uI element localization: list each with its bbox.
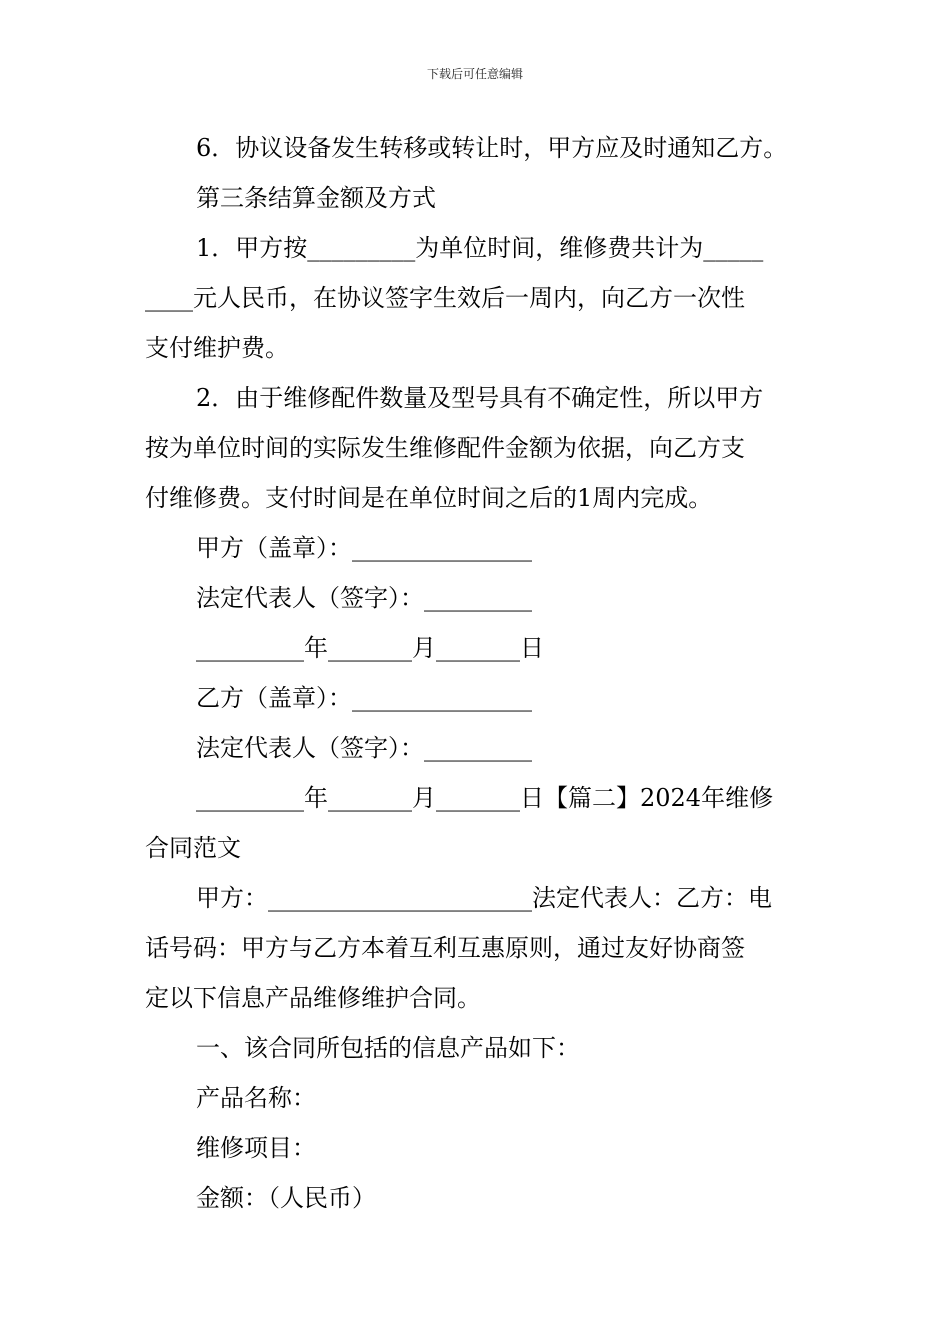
paragraph-line: 1．甲方按_________为单位时间，维修费共计为_____ — [196, 234, 764, 262]
paragraph-line: ____元人民币，在协议签字生效后一周内，向乙方一次性 — [145, 284, 745, 312]
party-b-seal-line: 乙方（盖章）：_______________ — [196, 684, 532, 712]
paragraph-line: 定以下信息产品维修维护合同。 — [145, 984, 481, 1012]
field-repair-item: 维修项目： — [196, 1134, 316, 1162]
paragraph-line: 6．协议设备发生转移或转让时，甲方应及时通知乙方。 — [196, 134, 788, 162]
party-a-representative-line: 法定代表人（签字）：_________ — [196, 584, 532, 612]
section-heading: 第三条结算金额及方式 — [196, 184, 436, 212]
paragraph-line: 2．由于维修配件数量及型号具有不确定性，所以甲方 — [196, 384, 764, 412]
paragraph-line: 甲方：______________________法定代表人：乙方：电 — [196, 884, 772, 912]
page-header-note: 下载后可任意编辑 — [426, 67, 523, 81]
party-b-date-line: _________年_______月_______日【篇二】2024年维修 — [196, 784, 774, 812]
paragraph-line: 话号码：甲方与乙方本着互利互惠原则，通过友好协商签 — [145, 934, 745, 962]
field-amount: 金额：（人民币） — [196, 1184, 376, 1212]
party-b-representative-line: 法定代表人（签字）：_________ — [196, 734, 532, 762]
section-heading: 一、该合同所包括的信息产品如下： — [196, 1034, 580, 1062]
paragraph-line: 合同范文 — [145, 834, 241, 862]
party-a-date-line: _________年_______月_______日 — [196, 634, 544, 662]
party-a-seal-line: 甲方（盖章）：_______________ — [196, 534, 532, 562]
paragraph-line: 按为单位时间的实际发生维修配件金额为依据，向乙方支 — [145, 434, 745, 462]
paragraph-line: 付维修费。支付时间是在单位时间之后的1周内完成。 — [145, 484, 713, 512]
paragraph-line: 支付维护费。 — [145, 334, 289, 362]
field-product-name: 产品名称： — [196, 1084, 316, 1112]
